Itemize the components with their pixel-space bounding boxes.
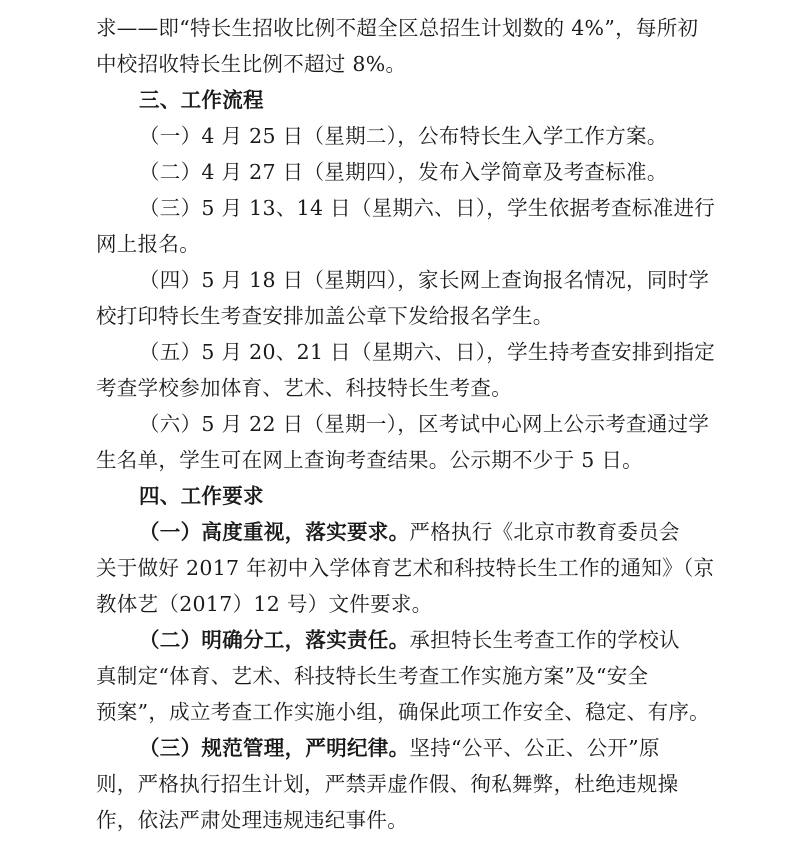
- requirement-item-2-line-3: 预案”，成立考查工作实施小组，确保此项工作安全、稳定、有序。: [96, 700, 710, 724]
- workflow-item-4-line-2: 校打印特长生考查安排加盖公章下发给报名学生。: [96, 304, 554, 328]
- requirement-item-1-line-1: [96, 514, 700, 550]
- requirement-item-3-line-1: [96, 730, 700, 766]
- intro-line-2: 中校招收特长生比例不超过 8%。: [96, 52, 407, 76]
- requirement-item-1-line-3: 教体艺（2017）12 号）文件要求。: [96, 592, 433, 616]
- requirement-item-2-line-1: [96, 622, 700, 658]
- section-heading-workflow: 三、工作流程: [139, 88, 264, 112]
- workflow-item-5-line-2: 考查学校参加体育、艺术、科技特长生考查。: [96, 376, 512, 400]
- requirement-item-1-line-2: 关于做好 2017 年初中入学体育艺术和科技特长生工作的通知》（京: [96, 556, 715, 580]
- requirement-item-3-line-2: 则，严格执行招生计划，严禁弄虚作假、徇私舞弊，杜绝违规操: [96, 772, 679, 796]
- requirement-item-2-line-2: 真制定“体育、艺术、科技特长生考查工作实施方案”及“安全: [96, 664, 649, 688]
- intro-line-1: 求——即“特长生招收比例不超全区总招生计划数的 4%”，每所初: [96, 16, 699, 40]
- requirement-item-3-lead: （三）规范管理，严明纪律。: [139, 736, 410, 760]
- requirement-item-3-line-3: 作，依法严肃处理违规违纪事件。: [96, 808, 408, 832]
- workflow-item-3-line-1: （三）5 月 13、14 日（星期六、日），学生依据考查标准进行: [139, 196, 716, 220]
- document-page: [96, 10, 716, 838]
- requirement-item-2-lead: （二）明确分工，落实责任。: [139, 628, 410, 652]
- workflow-item-5-line-1: （五）5 月 20、21 日（星期六、日），学生持考查安排到指定: [139, 340, 716, 364]
- requirement-item-2-first-text: 承担特长生考查工作的学校认: [409, 628, 680, 652]
- requirement-item-1-first-text: 严格执行《北京市教育委员会: [409, 520, 680, 544]
- workflow-item-1: （一）4 月 25 日（星期二），公布特长生入学工作方案。: [139, 124, 668, 148]
- requirement-item-3-first-text: 坚持“公平、公正、公开”原: [409, 736, 660, 760]
- workflow-item-6-line-2: 生名单，学生可在网上查询考查结果。公示期不少于 5 日。: [96, 448, 643, 472]
- workflow-item-6-line-1: （六）5 月 22 日（星期一），区考试中心网上公示考查通过学: [139, 412, 710, 436]
- section-heading-requirements: 四、工作要求: [139, 484, 264, 508]
- workflow-item-4-line-1: （四）5 月 18 日（星期四），家长网上查询报名情况，同时学: [139, 268, 710, 292]
- workflow-item-2: （二）4 月 27 日（星期四），发布入学简章及考查标准。: [139, 160, 668, 184]
- workflow-item-3-line-2: 网上报名。: [96, 232, 200, 256]
- requirement-item-1-lead: （一）高度重视，落实要求。: [139, 520, 410, 544]
